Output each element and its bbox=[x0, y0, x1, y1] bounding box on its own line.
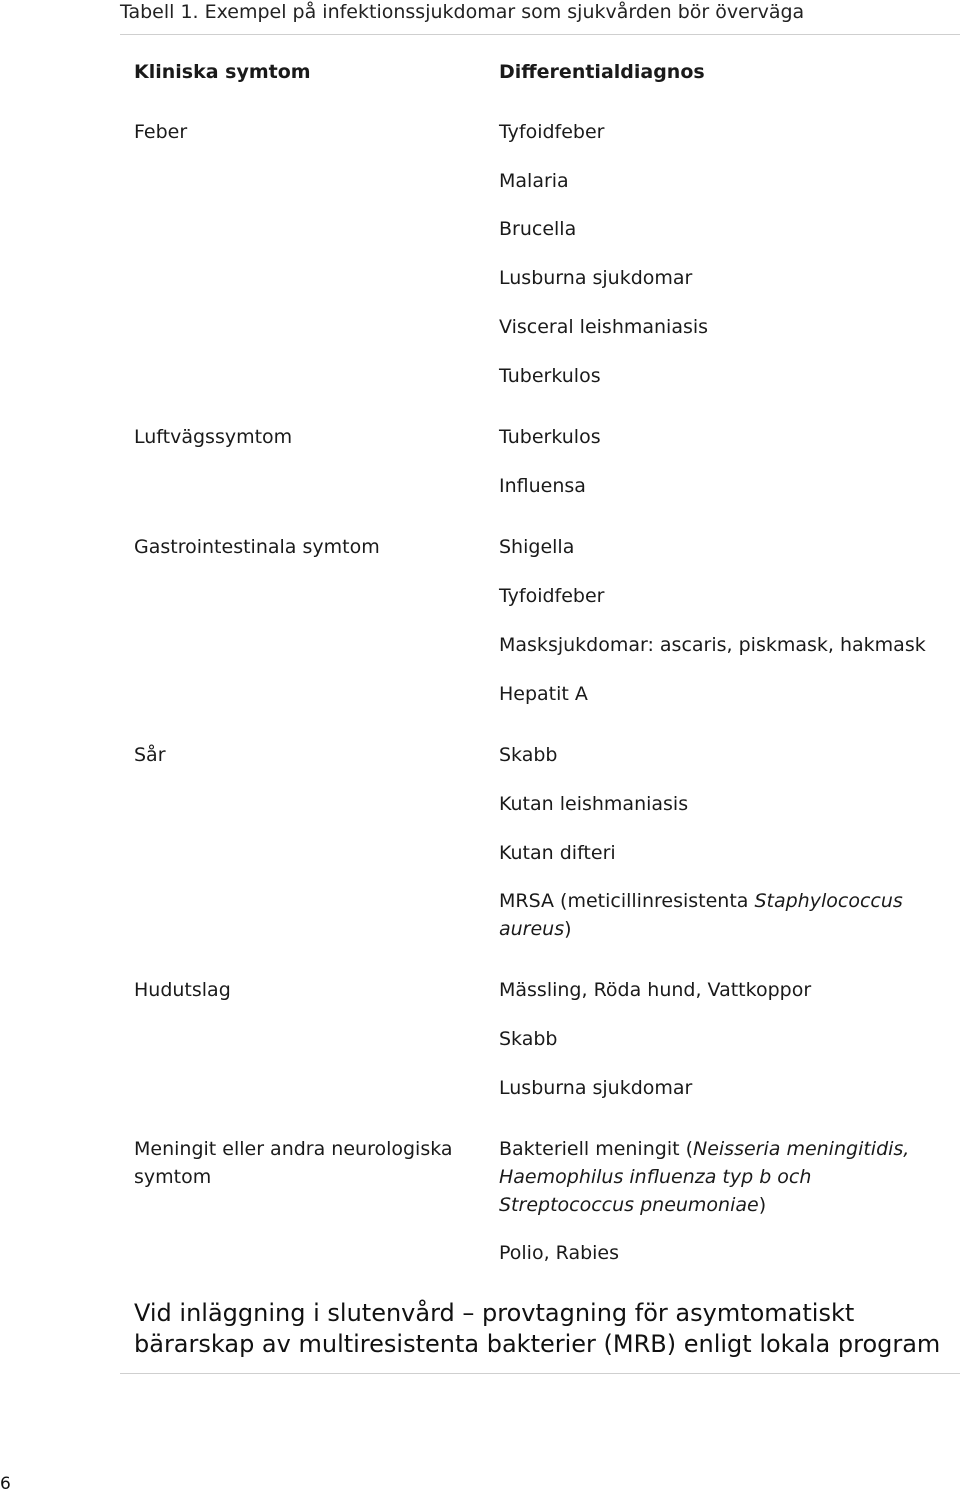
symptom-wound: Sår bbox=[134, 744, 166, 766]
bottom-divider bbox=[120, 1373, 960, 1374]
symptom-gastrointestinal: Gastrointestinala symtom bbox=[134, 536, 380, 558]
diagnosis-item: Masksjukdomar: ascaris, piskmask, hakmask bbox=[499, 634, 926, 656]
diagnosis-item: Tyfoidfeber bbox=[499, 585, 605, 607]
symptom-respiratory: Luftvägssymtom bbox=[134, 426, 293, 448]
diagnosis-item-meningitis bbox=[499, 1135, 944, 1219]
diagnosis-item-mrsa bbox=[499, 887, 909, 943]
diagnosis-item: Lusburna sjukdomar bbox=[499, 1077, 693, 1099]
diagnosis-item: Lusburna sjukdomar bbox=[499, 267, 693, 289]
diagnosis-item: Mässling, Röda hund, Vattkoppor bbox=[499, 979, 812, 1001]
diagnosis-item: Influensa bbox=[499, 475, 586, 497]
mrsa-suffix: ) bbox=[564, 918, 572, 940]
diagnosis-item: Skabb bbox=[499, 1028, 558, 1050]
symptom-rash: Hudutslag bbox=[134, 979, 231, 1001]
diagnosis-item: Tyfoidfeber bbox=[499, 121, 605, 143]
meningitis-species: Neisseria meningitidis, Haemophilus influenza typ b och Streptococcus pneumoniae bbox=[499, 1138, 910, 1216]
diagnosis-item: Brucella bbox=[499, 218, 577, 240]
diagnosis-item: Kutan difteri bbox=[499, 842, 616, 864]
table-caption: Tabell 1. Exempel på infektionssjukdomar som sjukvården bör överväga bbox=[120, 1, 805, 23]
top-divider bbox=[120, 34, 960, 35]
meningitis-prefix: Bakteriell meningit ( bbox=[499, 1138, 693, 1160]
diagnosis-item: Malaria bbox=[499, 170, 569, 192]
symptom-meningitis: Meningit eller andra neurologiska symtom bbox=[134, 1138, 453, 1188]
diagnosis-item: Visceral leishmaniasis bbox=[499, 316, 709, 338]
diagnosis-item: Tuberkulos bbox=[499, 426, 601, 448]
symptom-fever: Feber bbox=[134, 121, 188, 143]
header-diagnosis: Differentialdiagnos bbox=[499, 61, 705, 83]
page-number: 6 bbox=[0, 1474, 11, 1494]
diagnosis-item: Tuberkulos bbox=[499, 365, 601, 387]
diagnosis-item: Kutan leishmaniasis bbox=[499, 793, 689, 815]
mrsa-species: Staphylococcus aureus bbox=[499, 890, 903, 940]
mrsa-prefix: MRSA (meticillinresistenta bbox=[499, 890, 755, 912]
diagnosis-item: Shigella bbox=[499, 536, 575, 558]
header-symptoms: Kliniska symtom bbox=[134, 61, 311, 83]
diagnosis-item: Hepatit A bbox=[499, 683, 588, 705]
diagnosis-item: Skabb bbox=[499, 744, 558, 766]
screening-note: Vid inläggning i slutenvård – provtagning för asymtomatiskt bärarskap av multiresistenta bakterier (MRB) enligt lokala program bbox=[134, 1299, 941, 1358]
meningitis-suffix: ) bbox=[758, 1194, 767, 1216]
diagnosis-item: Polio, Rabies bbox=[499, 1242, 620, 1264]
